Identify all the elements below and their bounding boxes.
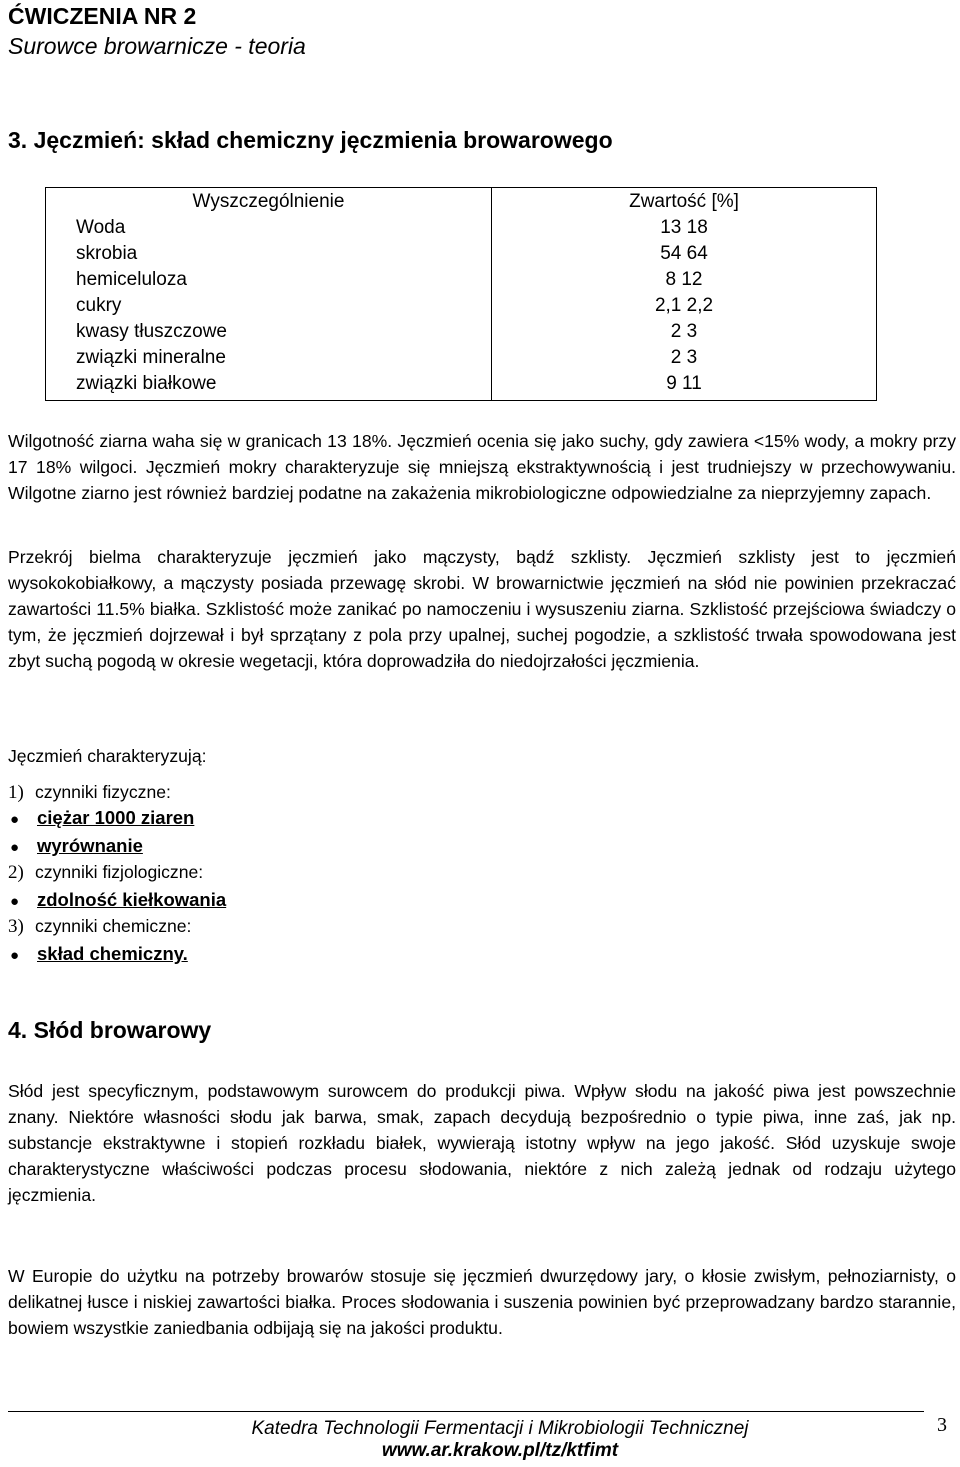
row-value: 2 3 [670,321,698,342]
row-name: skrobia [46,241,492,267]
bullet-icon: ● [10,893,20,910]
europe-paragraph: W Europie do użytku na potrzeby browarów stosuje się jęczmień dwurzędowy jary, o kłosie zwisłym, pełnoziarnisty, o delikatnej łusce i niskiej zawartości białka. Proces słodowania i suszenia powinien być przeprowadzany bardzo starannie, bowiem wszystkie zaniedbania odbijają się na jakości produktu. [8,1266,956,1338]
list-item [8,859,203,886]
header-subtitle: Surowce browarnicze - teoria [8,33,306,59]
table-header-value: Zwartość [%] [629,191,739,212]
table-row [46,267,877,293]
composition-table [45,187,877,401]
subitem-text: skład chemiczny. [37,943,188,964]
bullet-icon: ● [10,811,20,828]
list-item [8,913,191,940]
list-subitem [8,805,194,833]
row-value: 8 12 [665,269,703,290]
list-label: czynniki chemiczne: [35,916,192,936]
malt-paragraph: Słód jest specyficznym, podstawowym surowcem do produkcji piwa. Wpływ słodu na jakość piwa jest powszechnie znany. Niektóre własności słodu jak barwa, smak, zapach decydują bezpośrednio o typie piwa, inne zaś, jak np. substancje ekstraktywne i stopień rozkładu białek, wywierają istotny wpływ na jego jakość. Słód uzyskuje swoje charakterystyczne właściwości podczas procesu słodowania, niektóre z nich zależą jednak od rodzaju użytego jęczmienia. [8,1081,956,1205]
row-value: 2,1 2,2 [654,295,714,316]
header-title: ĆWICZENIA NR 2 [8,3,197,29]
bullet-icon: ● [10,839,20,856]
list-subitem [8,833,143,861]
list-number: 1) [8,782,24,803]
row-value: 54 64 [660,243,708,264]
table-row [46,293,877,319]
page-number: 3 [937,1414,947,1436]
list-item [8,779,171,806]
row-name: hemiceluloza [46,267,492,293]
list-subitem [8,887,226,915]
table-row [46,371,877,401]
table-row [46,319,877,345]
list-number: 2) [8,862,24,883]
list-label: czynniki fizjologiczne: [35,862,204,882]
list-intro: Jęczmień charakteryzują: [8,746,207,766]
list-number: 3) [8,916,24,937]
table-header-row [46,188,877,216]
endosperm-paragraph: Przekrój bielma charakteryzuje jęczmień jako mączysty, bądź szklisty. Jęczmień szklisty jest to jęczmień wysokokobiałkowy, a mączysty posiada przewagę skrobi. W browarnictwie jęczmień na słód nie powinien przekraczać zawartości 11.5% białka. Szklistość może zanikać po namoczeniu i wysuszeniu ziarna. Szklistość przejściowa świadczy o tym, że jęczmień dojrzewał i był sprzątany z pola przy upalnej, suchej pogodzie, a szklistość trwała spowodowana jest zbyt suchą pogodą w okresie wegetacji, która doprowadziła do niedojrzałości jęczmienia. [8,547,956,671]
row-value: 9 11 [666,373,702,394]
subitem-text: ciężar 1000 ziaren [37,807,195,828]
row-name: Woda [46,215,492,241]
row-name: związki białkowe [46,371,492,401]
footer-institution: Katedra Technologii Fermentacji i Mikrobiologii Technicznej [251,1418,749,1439]
row-value: 2 3 [670,347,698,368]
moisture-paragraph: Wilgotność ziarna waha się w granicach 13 18%. Jęczmień ocenia się jako suchy, gdy zawiera <15% wody, a mokry przy 17 18% wilgoci. Jęczmień mokry charakteryzuje się mniejszą ekstraktywnością i jest trudniejszy w przechowywaniu. Wilgotne ziarno jest również bardziej podatne na zakażenia mikrobiologiczne odpowiedzialne za nieprzyjemny zapach. [8,431,956,503]
row-name: cukry [46,293,492,319]
subitem-text: zdolność kiełkowania [37,889,227,910]
table-row [46,345,877,371]
section-3-heading: 3. Jęczmień: skład chemiczny jęczmienia browarowego [8,127,613,153]
section-4-heading: 4. Słód browarowy [8,1017,212,1043]
table-row [46,241,877,267]
row-value: 13 18 [660,217,708,238]
bullet-icon: ● [10,947,20,964]
row-name: kwasy tłuszczowe [46,319,492,345]
row-name: związki mineralne [46,345,492,371]
subitem-text: wyrównanie [37,835,143,856]
list-label: czynniki fizyczne: [35,782,171,802]
list-subitem [8,941,188,969]
table-row [46,215,877,241]
footer-url[interactable]: www.ar.krakow.pl/tz/ktfimt [381,1440,619,1461]
table-header-name: Wyszczególnienie [46,188,492,216]
footer-divider [8,1411,924,1412]
